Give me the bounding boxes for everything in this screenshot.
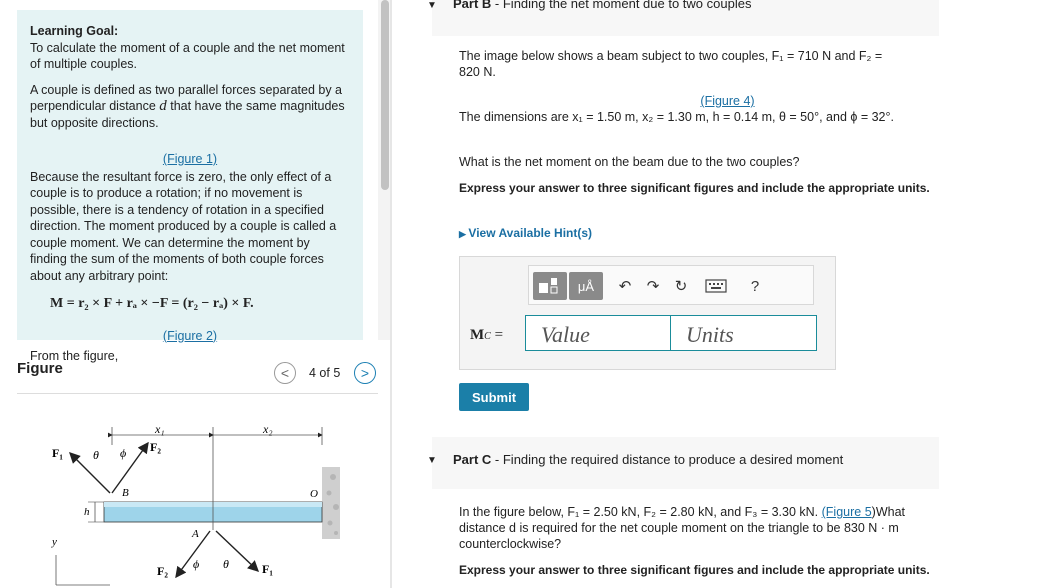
caret-right-icon: ▶ [459,229,469,239]
part-b-title-separator: - [491,0,503,11]
point-o-label: O [310,488,318,500]
force-f1-left-arrow [70,453,110,493]
template-icon [537,276,563,296]
chevron-left-icon: < [280,365,290,381]
theta-left-label: θ [93,448,99,462]
figure-pager: 4 of 5 [309,366,341,380]
right-panel [392,0,963,588]
y-axis-label: y [52,536,57,548]
submit-button[interactable]: Submit [459,383,529,411]
reset-button[interactable] [669,272,693,300]
reset-icon: ↻ [674,278,688,295]
redo-button[interactable] [641,272,665,300]
caret-down-icon: ▼ [427,455,437,466]
beam-diagram [0,405,380,588]
couple-moment-text: Because the resultant force is zero, the only effect of a couple is to produce a rotation; if no movement is possible, there is a tendency of rotation in a specified direction. The moment produced by a couple is called a couple moment. We can determine the moment by finding the sum of the moments of both couple forces about any arbitrary point: [30,169,337,283]
units-button[interactable] [569,272,603,300]
part-c-title-text: Finding the required distance to produce a desired moment [502,452,844,467]
chevron-right-icon: > [360,365,370,381]
answer-equals: = [494,327,504,343]
answer-box [459,256,836,370]
left-panel [0,0,392,588]
view-hints-link[interactable] [459,226,592,240]
from-figure-text: From the figure, [30,349,119,363]
point-a-label: A [192,528,199,540]
figure-1-link[interactable]: (Figure 1) [162,152,218,166]
couple-moment-equation: M = r₂ × F + rₐ × −F = (r₂ − rₐ) × F. [50,296,254,311]
figure-title: Figure [17,360,63,377]
part-c-question [459,504,945,552]
phi-left-label: ϕ [120,446,127,460]
x1-label: x₁ [155,422,165,436]
theta-bottom-label: θ [223,557,229,571]
answer-label [470,327,503,344]
units-input[interactable]: Units [670,315,817,351]
view-hints-text: View Available Hint(s) [468,226,593,240]
part-c-header[interactable] [427,437,939,489]
point-b-label: B [122,487,129,499]
f2-top-label: F₂ [150,440,161,454]
x2-label: x₂ [263,422,273,436]
h-label: h [84,506,90,518]
answer-label-m: M [470,327,485,343]
answer-label-sub: C [484,331,491,342]
value-input[interactable]: Value [525,315,735,351]
phi-bottom-label: ϕ [193,557,200,571]
template-button[interactable] [533,272,567,300]
learning-goal-box [17,10,363,363]
keyboard-button[interactable] [701,272,731,300]
figure-4-link[interactable]: (Figure 4) [700,94,755,108]
distance-variable: d [159,98,167,114]
learning-goal-title: Learning Goal: [30,24,119,38]
part-b-title [453,0,751,11]
help-icon: ? [750,277,760,295]
help-button[interactable] [743,272,767,300]
left-scrollbar-thumb[interactable] [381,0,389,190]
redo-icon: ↷ [646,278,660,295]
part-c-title-separator: - [491,452,503,467]
f1-left-label: F₁ [52,446,63,460]
figure-divider [17,393,378,394]
part-c-title [453,452,843,467]
math-toolbar [528,265,814,305]
f1-bottom-label: F₁ [262,562,273,576]
part-c-label: Part C [453,452,492,467]
f2-bottom-label: F₂ [157,564,168,578]
caret-down-icon: ▼ [427,0,437,11]
learning-goal-text: To calculate the moment of a couple and the net moment of multiple couples. [30,40,345,71]
previous-figure-button[interactable] [274,362,296,384]
couple-definition [30,82,350,132]
micro-angstrom-icon: μÅ [577,278,595,294]
part-b-title-text: Finding the net moment due to two couples [502,0,752,11]
part-b-intro: The image below shows a beam subject to two couples, F₁ = 710 N and F₂ = 820 N. [459,49,883,79]
keyboard-icon [705,279,727,293]
next-figure-button[interactable] [354,362,376,384]
part-b-dimensions: The dimensions are x₁ = 1.50 m, x₂ = 1.30 m, h = 0.14 m, θ = 50°, and ϕ = 32°. [459,110,894,124]
undo-icon: ↶ [618,278,632,295]
part-b-instruction: Express your answer to three significant figures and include the appropriate units. [459,181,930,195]
part-b-label: Part B [453,0,492,11]
force-f2-top-arrow [112,443,148,493]
figure-2-link[interactable]: (Figure 2) [162,328,218,343]
part-c-text-1: In the figure below, F₁ = 2.50 kN, F₂ = 2.80 kN, and F₃ = 3.30 kN. [459,505,822,519]
couple-definition-part2: that have the same magnitudes but opposite directions. [30,99,345,130]
part-b-header[interactable] [427,0,939,36]
part-b-question: What is the net moment on the beam due to the two couples? [459,155,800,169]
part-c-text-2: )What distance d is required for the net couple moment on the triangle to be 830 N · m counterclockwise? [459,505,905,551]
figure-5-link[interactable]: (Figure 5 [821,505,872,519]
part-c-instruction: Express your answer to three significant figures and include the appropriate units. [459,563,930,577]
undo-button[interactable] [613,272,637,300]
couple-definition-part1: A couple is defined as two parallel forces separated by a perpendicular distance [30,82,342,113]
